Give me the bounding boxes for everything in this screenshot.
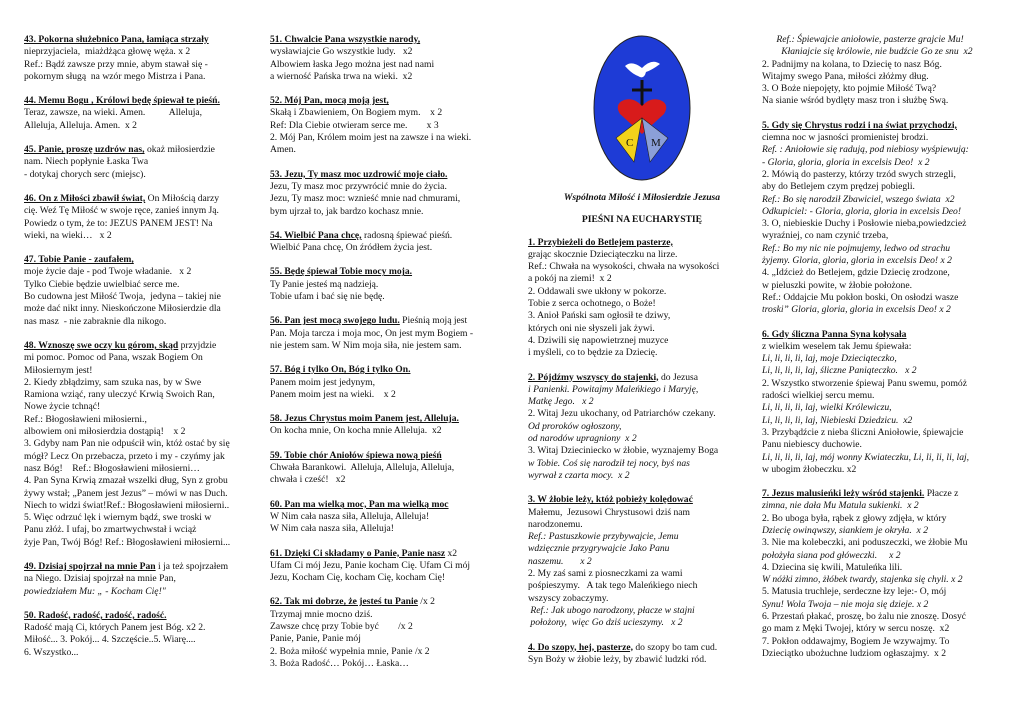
song-line: Odkupiciel: - Gloria, gloria, gloria in excelsis Deo! [762,205,962,217]
song-line: Na sianie wśród bydlęty masz tron i służbę Swą. [762,95,949,107]
song-line: 7. Pokłon oddawajmy, Bogiem Je wzywajmy. To [762,635,950,647]
song-title: 4. Do szopy, hej, pasterze, [528,641,633,653]
song-line: Ref.: Bo my nic nie pojmujemy, ledwo od strachu [762,242,951,254]
song-first-line [24,561,256,573]
song-first-line [270,266,506,278]
song-line: żyje Pan, Twój Bóg! Ref.: Błogosławieni miłosierni... [24,536,231,548]
song-line: Ref.: Bo się narodził Zbawiciel, wszego świata x2 [762,193,955,205]
song-first-line [528,372,756,384]
song-line: Matkę Jego. x 2 [528,396,594,408]
song-line: Powiedz o tym, że to: JEZUS PANEM JEST! Na [24,217,213,229]
song-line: 2. Boża miłość wypełnia mnie, Panie /x 2 [270,645,430,657]
song-line: Skałą i Zbawieniem, On Bogiem mym. x 2 [270,107,443,119]
song-line: aby do Betlejem czym prędzej pobiegli. [762,181,915,193]
song-block [24,95,256,132]
song-first-line [24,610,256,622]
song-line: nie jestem sam. W Nim moja siła, nie jestem sam. [270,339,462,351]
song-title: 3. W żłobie leży, któż pobieży kolędować [528,494,693,506]
community-emblem-icon [592,34,692,182]
song-line: Zawsze chcę przy Tobie być /x 2 [270,620,413,632]
song-title: 60. Pan ma wielką moc, Pan ma wielką moc [270,498,449,510]
song-line: Niech to widzi świat!Ref.: Błogosławieni miłosierni.. [24,499,230,511]
song-title: 53. Jezu, Ty masz moc uzdrowić moje ciało. [270,168,448,180]
song-line: 2. Bo uboga była, rąbek z głowy zdjęła, w który [762,512,947,524]
song-line: wyraźniej, co nam czynić trzeba, [762,230,889,242]
song-title: 47. Tobie Panie - zaufałem, [24,254,134,266]
song-first-line [270,364,506,376]
song-block [24,561,256,598]
song-title: 44. Memu Bogu , Królowi będę śpiewał te pieśń. [24,95,220,107]
song-line: ciemna noc w jasności promienistej brodzi. [762,132,929,144]
song-block [270,450,506,487]
song-title: 58. Jezus Chrystus moim Panem jest, Alleluja. [270,413,459,425]
song-line: w ubogim żłobeczku. x2 [762,463,857,475]
song-first-line [24,340,256,352]
song-first-line [528,494,756,506]
song-first-line [270,413,506,425]
song-line: 5. Więc odrzuć lęk i wiernym bądź, swe troski w [24,512,212,524]
song-first-line [762,488,1010,500]
song-first-line [270,230,506,242]
song-line: 2. Padnijmy na kolana, to Dziecię to nasz Bóg. [762,58,942,70]
song-first-line [24,95,256,107]
song-line: Ref.: Śpiewajcie aniołowie, pasterze grajcie Mu! [762,34,964,45]
song-block [24,340,256,549]
community-name: Wspólnota Miłość i Miłosierdzie Jezusa [563,192,721,203]
song-title-tail: On Miłością darzy [145,192,220,204]
song-title: 50. Radość, radość, radość, radość. [24,609,167,621]
song-line: pokornym sługą na wzór mego Mistrza i Pana. [24,70,206,82]
song-block [762,120,1010,317]
song-line: pośpieszymy. A tak tego Maleńkiego niech [528,580,698,592]
song-line: wyrwał z czarta mocy. x 2 [528,469,630,481]
song-line: Ty Panie jesteś mą nadzieją. [270,278,379,290]
song-line: radości wielkiej sercu memu. [762,390,875,402]
song-block [24,193,256,242]
song-line: Dzieciątko ubożuchne ludziom ogłaszajmy. x 2 [762,647,947,659]
song-first-line [24,34,256,46]
song-first-line [270,499,506,511]
song-line: 2. Witaj Jezu ukochany, od Patriarchów czekany. [528,408,716,420]
song-first-line [270,169,506,181]
song-line: na Niego. Dzisiaj spojrzał na mnie Pan, [24,573,176,585]
song-title-tail: do Jezusa [658,371,699,383]
song-line: - Gloria, gloria, gloria in excelsis Deo! x 2 [762,156,930,168]
song-title-tail: x2 [445,547,458,559]
song-line: mógł? Lecz On przebacza, przeto i my - czyńmy jak [24,450,225,462]
song-line: Jezu, Ty masz moc: wznieść mnie nad chmurami, [270,193,461,205]
song-line: 6. Wszystko... [24,646,79,658]
song-title: 55. Będę śpiewał Tobie mocy moja. [270,266,413,278]
song-line: 2. Mój Pan, Królem moim jest na zawsze i na wieki. [270,132,472,144]
song-line: położyła siana pod główeczki. x 2 [762,549,901,561]
song-line: Li, li, li, li, laj, moje Dzieciąteczko, [762,353,897,365]
song-line: bym ujrzał to, jak bardzo kochasz mnie. [270,205,424,217]
song-block [24,610,256,659]
song-line: - dotykaj chorych serc (miejsc). [24,168,146,180]
song-line: a wierność Pańska trwa na wieki. x2 [270,70,413,82]
song-line: Amen. [270,144,296,156]
song-first-line [270,315,506,327]
song-title: 1. Przybieżeli do Betlejem pasterze, [528,236,673,248]
song-line: 2. Oddawali swe ukłony w pokorze. [528,285,667,297]
song-block [270,230,506,255]
song-line: nam. Niech popłynie Łaska Twa [24,156,149,168]
song-line: Tobie z serca ochotnego, o Boże! [528,298,656,310]
song-line: Wielbić Pana chcę, On źródłem życia jest. [270,242,433,254]
song-title: 59. Tobie chór Aniołów śpiewa nową pieśń [270,449,442,461]
song-line: Witajmy swego Pana, miłości złóżmy dług. [762,70,929,82]
song-line: Jezu, Ty masz moc przywrócić mnie do życia. [270,180,447,192]
emblem [592,34,692,182]
song-line: moje życie daje - pod Twoje władanie. x 2 [24,266,192,278]
song-line: 3. Boża Radość… Pokój… Łaska… [270,657,409,669]
song-title-tail: i ja też spojrzałem [155,560,229,572]
song-line: Ref.: Błogosławieni miłosierni., [24,413,147,425]
song-block [270,364,506,401]
song-line: grając skocznie Dzieciąteczku na lirze. [528,248,678,260]
song-block [270,34,506,83]
song-line: 2. My zaś sami z piosneczkami za wami [528,568,683,580]
song-line: 4. Pan Syna Krwią zmazał wszelki dług, Syn z grobu [24,475,228,487]
song-line: 3. O, niebieskie Duchy i Posłowie nieba,powiedzcież [762,218,967,230]
song-line: Radość mają Ci, których Panem jest Bóg. x2 2. [24,622,206,634]
song-block [270,548,506,585]
song-line: Synu! Wola Twoja – nie moja się dzieje. x 2 [762,598,929,610]
column-2 [270,34,506,682]
song-line: Trzymaj mnie mocno dziś. [270,608,373,620]
song-block [24,254,256,328]
song-block [270,266,506,303]
song-line: Panem moim jest na wieki. x 2 [270,388,396,400]
song-block [762,329,1010,477]
song-line: Ramiona wziąć, rany uleczyć Krwią Swoich Ran, [24,389,215,401]
song-line: Jezu, Kocham Cię, kocham Cię, kocham Cię! [270,572,446,584]
song-block [270,315,506,352]
song-line: wieki, na wieki… x 2 [24,229,112,241]
song-line: Li, li, li, li, laj, mój wonny Kwiateczku, Li, li, li, li, laj, [762,451,970,463]
song-block [762,488,1010,660]
letter-c: C [626,137,634,149]
song-block [762,34,1010,108]
song-block [24,34,256,83]
song-line: Chwała Barankowi. Alleluja, Alleluja, Alleluja, [270,462,455,474]
song-line: Dziecię owinąwszy, siankiem je okryła. x 2 [762,524,928,536]
song-line: których oni nie słyszeli jak żywi. [528,322,655,334]
song-line: od narodów upragniony x 2 [528,433,637,445]
song-line: Ref.: Chwała na wysokości, chwała na wysokości [528,261,720,273]
song-line: cię. Weź Tę Miłość w swoje ręce, zanieś innym Ją. [24,205,219,217]
song-line: Panu złóż. I ufaj, bo zmartwychwstał i wciąż [24,524,197,536]
song-line: z wielkim weselem tak Jemu śpiewała: [762,340,912,352]
song-line: Albowiem łaska Jego można jest nad nami [270,58,435,70]
song-line: Tobie ufam i bać się nie będę. [270,291,385,303]
song-first-line [270,450,506,462]
song-title: 45. Panie, proszę uzdrów nas, [24,144,145,156]
song-title-tail: Płacze z [924,488,959,500]
song-line: go mam z Męki Twojej, który w sercu noszę. x2 [762,623,950,635]
song-block [270,596,506,670]
song-title: 43. Pokorna służebnico Pana, łamiąca strzały [24,34,209,45]
song-line: W nóżki zimno, żłóbek twardy, stajenka się chyli. x 2 [762,574,963,586]
song-line: nasz Bóg! Ref.: Błogosławieni miłosierni… [24,462,200,474]
song-block [528,372,756,483]
song-line: Panu niebiescy duchowie. [762,439,862,451]
song-line: W Nim cała nasza siła, Alleluja, Alleluja! [270,510,430,522]
song-line: 4. Dziwili się napowietrznej muzyce [528,334,669,346]
song-title: 61. Dzięki Ci składamy o Panie, Panie nasz [270,547,446,559]
song-first-line [270,596,506,608]
song-line: Li, li, li, li, laj, śliczne Paniąteczko. x 2 [762,365,917,377]
song-line: Syn Boży w żłobie leży, by zbawić ludzki ród. [528,653,707,665]
song-line: Pan. Moja tarcza i moja moc, On jest mym Bogiem - [270,327,474,339]
song-title: 7. Jezus malusieńki leży wśród stajenki. [762,488,925,500]
song-block [24,144,256,181]
song-first-line [528,237,756,249]
song-line: On kocha mnie, On kocha mnie Alleluja. x2 [270,425,442,437]
song-line: Od proroków ogłoszony, [528,420,622,432]
song-title: 6. Gdy śliczna Panna Syna kołysała [762,328,907,340]
song-line: 4. „Idźcież do Betlejem, gdzie Dziecię zrodzone, [762,267,950,279]
letter-m: M [651,137,661,149]
song-line: 3. Gdyby nam Pan nie odpuścił win, któż ostać by się [24,438,230,450]
song-line: i myśleli, co to będzie za Dziecię. [528,347,658,359]
page-heading: PIEŚNI NA EUCHARYSTIĘ [581,214,703,226]
song-title: 51. Chwalcie Pana wszystkie narody, [270,34,421,45]
song-line: 3. Przybądźcie z nieba śliczni Aniołowie, śpiewajcie [762,426,964,438]
song-line: Ufam Ci mój Jezu, Panie kocham Cię. Ufam Ci mój [270,559,471,571]
song-title-tail: okaż miłosierdzie [144,144,215,156]
song-title: 57. Bóg i tylko On, Bóg i tylko On. [270,364,411,376]
song-line: 4. Dziecina się kwili, Matuleńka lili. [762,561,903,573]
song-title-tail: przyjdzie [178,339,217,351]
song-line: żywy wstał; „Panem jest Jezus” – mówi w nas Duch. [24,487,228,499]
song-line: Alleluja, Alleluja. Amen. x 2 [24,119,137,131]
song-line: położony, więc Go dziś ucieszymy. x 2 [528,617,683,629]
song-first-line [24,144,256,156]
song-line: Kłaniajcie się królowie, nie budźcie Go ze snu x2 [762,46,973,58]
song-title-tail: do szopy bo tam cud. [632,641,718,653]
song-line: a pokój na ziemi! x 2 [528,273,612,285]
song-line: Ref.: Jak ubogo narodzony, płacze w stajni [528,604,695,616]
song-line: Teraz, zawsze, na wieki. Amen. Alleluja, [24,107,203,119]
song-first-line [270,95,506,107]
song-line: 5. Matusia truchleje, serdeczne łzy leje:- O, mój [762,586,947,598]
song-title: 5. Gdy się Chrystus rodzi i na świat przychodzi, [762,119,957,131]
song-line: i Panienki. Powitajmy Maleńkiego i Maryję, [528,383,699,395]
song-first-line [24,254,256,266]
song-title: 49. Dzisiaj spojrzał na mnie Pan [24,560,156,572]
song-first-line [270,548,506,560]
song-block [270,413,506,438]
song-line: 2. Kiedy zbłądzimy, sam szuka nas, by w Swe [24,376,202,388]
song-title: 2. Pójdźmy wszyscy do stajenki, [528,371,659,383]
song-title-tail: radosną śpiewać pieśń. [361,229,453,241]
song-title: 48. Wznoszę swe oczy ku górom, skąd [24,339,179,351]
song-line: 3. Witaj Dzieciniecko w żłobie, wyznajemy Boga [528,445,719,457]
song-line: zimna, nie dała Mu Matula sukienki. x 2 [762,500,919,512]
song-line: powiedziałem Mu: „ - Kocham Cię!" [24,585,166,597]
song-line: W Nim cała nasza siła, Alleluja! [270,523,394,535]
song-title-tail: /x 2 [417,596,435,608]
song-line: Li, li, li, li, laj, Niebieski Dziedzicu. x2 [762,414,913,426]
song-line: albowiem oni miłosierdzia dostąpią! x 2 [24,426,186,438]
song-line: Tylko Ciebie będzie uwielbiać serce me. [24,278,180,290]
song-line: wszyscy zobaczymy. [528,592,609,604]
song-line: w Tobie. Coś się narodził tej nocy, byś nas [528,457,690,469]
song-line: narodzonemu. [528,518,583,530]
song-title: 52. Mój Pan, mocą moją jest, [270,95,389,107]
column-3 [528,34,756,678]
song-line: nieprzyjaciela, miażdżąca głowę węża. x 2 [24,46,191,58]
song-title: 62. Tak mi dobrze, że jesteś tu Panie [270,596,418,608]
song-line: troski” Gloria, gloria, gloria in excelsis Deo! x 2 [762,304,951,316]
song-first-line [528,642,756,654]
song-line: Li, li, li, li, laj, wielki Królewiczu, [762,402,892,414]
song-line: Ref.: Oddajcie Mu pokłon boski, On osłodzi wasze [762,291,959,303]
song-line: wysławiajcie Go wszystkie ludy. x2 [270,46,413,58]
song-line: Ref: Dla Ciebie otwieram serce me. x 3 [270,119,439,131]
song-first-line [270,34,506,46]
song-line: żyjemy. Gloria, gloria, gloria in excelsis Deo! x 2 [762,255,952,267]
song-title: 54. Wielbić Pana chcę, [270,229,362,241]
song-line: mi pomoc. Pomoc od Pana, wszak Bogiem On [24,352,203,364]
song-line: 3. Nie ma kolebeczki, ani poduszeczki, we żłobie Mu [762,537,968,549]
song-line: Panie, Panie, Panie mój [270,633,361,645]
song-line: 6. Przestań płakać, proszę, bo żalu nie znoszę. Dosyć [762,611,967,623]
song-block [270,169,506,218]
song-line: wdzięcznie przygrywajcie Jako Panu [528,543,670,555]
song-title: 46. On z Miłości zbawił świat, [24,192,146,204]
song-line: 2. Wszystko stworzenie śpiewaj Panu swemu, pomóż [762,377,967,389]
song-first-line [762,120,1010,132]
song-first-line [24,193,256,205]
song-line: 2. Mówią do pasterzy, którzy trzód swych strzegli, [762,168,956,180]
song-line: naszemu. x 2 [528,555,592,567]
song-line: nas masz - nie zabraknie dla nikogo. [24,315,167,327]
song-line: może dać nikt inny. Nieskończone Miłosierdzie dla [24,303,221,315]
song-title-tail: Pieśnią moją jest [399,315,468,327]
song-line: Miłosiernym jest! [24,364,93,376]
column-4 [762,34,1010,672]
song-block [528,237,756,360]
song-block [528,642,756,667]
song-line: Panem moim jest jedynym, [270,376,375,388]
song-line: Bo cudowna jest Miłość Twoja, jedyna – takiej nie [24,291,221,303]
song-line: Ref.: Bądź zawsze przy mnie, abym stawał się - [24,58,208,70]
song-block [270,95,506,156]
column-1 [24,34,256,671]
song-title: 56. Pan jest mocą swojego ludu. [270,315,400,327]
song-line: Małemu, Jezusowi Chrystusowi dziś nam [528,506,691,518]
song-block [270,499,506,536]
song-line: Ref. : Aniołowie się radują, pod niebiosy wyśpiewują: [762,144,969,156]
song-line: Ref.: Pastuszkowie przybywajcie, Jemu [528,531,679,543]
song-line: w pieluszki powite, w żłobie położone. [762,279,913,291]
song-line: chwała i cześć! x2 [270,474,346,486]
song-block [528,494,756,629]
song-first-line [762,329,1010,341]
song-line: 3. Anioł Pański sam ogłosił te dziwy, [528,310,671,322]
song-line: Nowe życie tchnąć! [24,401,101,413]
song-line: Miłość... 3. Pokój... 4. Szczęście..5. Wiarę.... [24,634,196,646]
col3-songs [528,237,756,667]
song-line: 3. O Boże niepojęty, kto pojmie Miłość Twą? [762,83,937,95]
